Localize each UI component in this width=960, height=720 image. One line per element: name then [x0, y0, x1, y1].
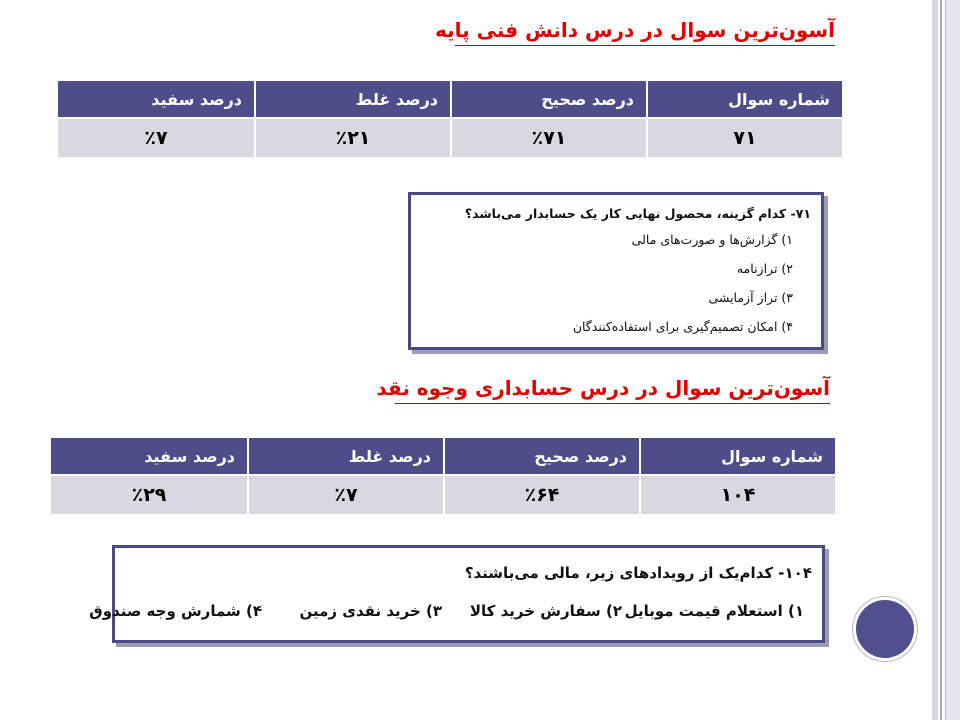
question-stem: ۱۰۴- کدام‌یک از رویدادهای زیر، مالی می‌باشند؟ [464, 564, 812, 582]
question-option-3: ۳) خرید نقدی زمین [299, 602, 442, 620]
question-option-4: ۴) امکان تصمیم‌گیری برای استفاده‌کنندگان [572, 319, 793, 334]
table-header-row [57, 80, 843, 118]
cell-blank-percent: ٪۲۹ [50, 475, 248, 515]
header-correct-percent: درصد صحیح [444, 437, 640, 475]
question-option-2: ۲) ترازنامه [736, 261, 793, 276]
section1-question-box [408, 192, 824, 350]
header-question-number: شماره سوال [640, 437, 836, 475]
section2-title-underline [395, 403, 830, 404]
section2-title [376, 376, 830, 404]
question-option-4: ۴) شمارش وجه صندوق [89, 602, 262, 620]
section1-stats-table [56, 79, 844, 159]
header-blank-percent: درصد سفید [57, 80, 255, 118]
cell-question-number: ۱۰۴ [640, 475, 836, 515]
section1-title-underline [455, 45, 835, 46]
question-option-3: ۳) تراز آزمایشی [708, 290, 793, 305]
section1-title [435, 18, 835, 46]
cell-wrong-percent: ٪۷ [248, 475, 444, 515]
question-options-row [89, 602, 812, 642]
table-row [57, 118, 843, 158]
cell-correct-percent: ٪۶۴ [444, 475, 640, 515]
header-question-number: شماره سوال [647, 80, 843, 118]
decorative-circle [856, 600, 914, 658]
table-row [50, 475, 836, 515]
table-header-row [50, 437, 836, 475]
side-border-line [940, 0, 942, 720]
header-wrong-percent: درصد غلط [255, 80, 451, 118]
section2-stats-table [49, 436, 837, 516]
question-option-1: ۱) گزارش‌ها و صورت‌های مالی [631, 232, 793, 247]
header-correct-percent: درصد صحیح [451, 80, 647, 118]
section2-question-box [89, 545, 825, 643]
question-option-1: ۱) استعلام قیمت موبایل [624, 602, 804, 620]
header-wrong-percent: درصد غلط [248, 437, 444, 475]
header-blank-percent: درصد سفید [50, 437, 248, 475]
question-stem: ۷۱- کدام گزینه، محصول نهایی کار یک حسابدار می‌باشد؟ [464, 206, 811, 221]
cell-blank-percent: ٪۷ [57, 118, 255, 158]
section2-title-text: آسون‌ترین سوال در درس حسابداری وجوه نقد [376, 376, 830, 400]
section1-title-text: آسون‌ترین سوال در درس دانش فنی پایه [435, 18, 835, 42]
cell-correct-percent: ٪۷۱ [451, 118, 647, 158]
question-option-2: ۲) سفارش خرید کالا [469, 602, 622, 620]
side-border-panel [945, 0, 960, 720]
cell-question-number: ۷۱ [647, 118, 843, 158]
side-border-stripe [932, 0, 938, 720]
cell-wrong-percent: ٪۲۱ [255, 118, 451, 158]
